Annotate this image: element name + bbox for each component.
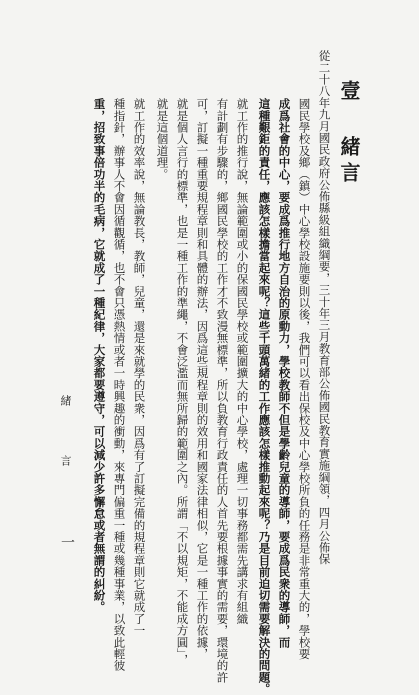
paragraph-column: 成爲社會的中心，要成爲推行地方自治的原動力，學校教師不但是學齡兒童的導師，要成爲民衆的導師，而 [277,98,292,648]
paragraph-column: 種指針，辦事人不會因循觀循，也不會只憑熱情或者一時興趣的衝動，來專門偏重一種或幾種事業，以致此輕彼 [112,98,127,672]
page-number: 一 [59,535,75,549]
paragraph-column: 就是個人言行的標準，也是一種工作的準繩，不會泛濫而無所歸的範圍之內。所謂「不以規矩，不能成方圓」， [175,98,190,666]
paragraph-column: 就工作的推行說，無論範圍或小的保國民學校或範圍擴大的中心學校，處理一切事務都需先講求有組織 [235,98,250,625]
paragraph-column: 就是這個道理。 [155,98,170,180]
running-head: 緒 言 [59,395,72,484]
paragraph-column: 可，訂擬一種重要規程章則和具體的辦法，因爲這些規程章則的效用和國家法律相似，它是一種工作的依據， [195,98,210,660]
paragraph-column: 國民學校及鄉（鎮）中心學校設施要則以後，我們可以看出保校及中心學校所負的任務是非常重大的，學校要 [297,98,312,660]
paragraph-column: 從二十八年九月國民政府公佈縣級組織綱要，三十年三月教育部公佈國民教育實施綱領，四月公佈保 [317,50,332,565]
section-title: 壹 緒言 [337,80,361,188]
paragraph-column: 有計劃有步驟的，鄉國民學校的工作才不致漫無標準，所以負教育行政責任的人首先要根據事實的需要，環境的許 [215,98,230,683]
paragraph-column: 這種艱鉅的責任，應該怎樣擔當起來呢？這些千頭萬緒的工作應該怎樣推動起來呢？乃是目前迫切需要解決的問題。 [257,98,272,695]
paragraph-column: 重，招致事倍功半的毛病，它就成了一種紀律，大家都要遵守，可以減少許多懈怠或者無謂的糾紛。 [92,98,107,613]
paragraph-column: 就工作的效率說，無論教長，教師，兒童，還是來就學的民衆，因爲有了訂擬完備的規程章則它就成了一 [132,98,147,637]
